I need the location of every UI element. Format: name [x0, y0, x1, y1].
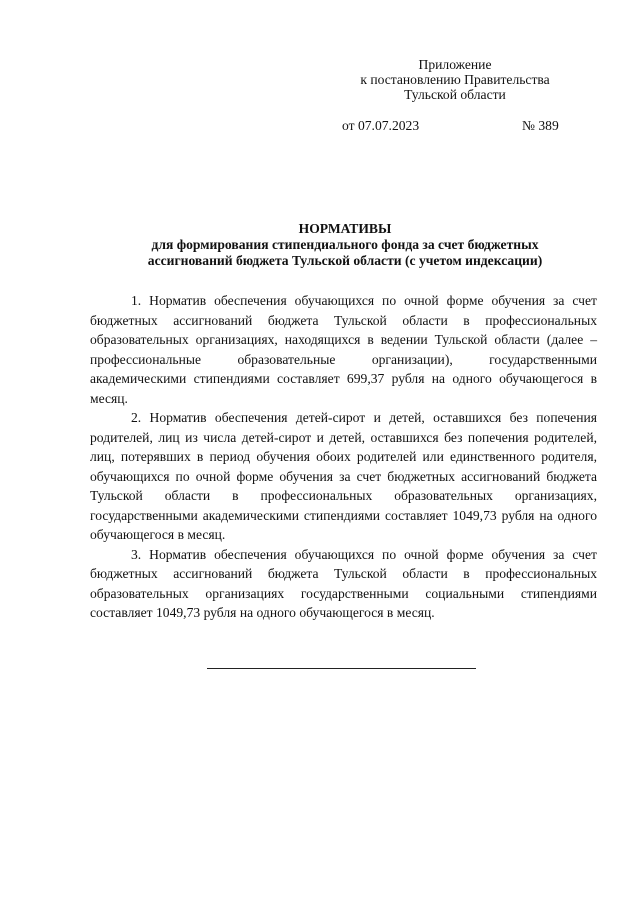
- paragraph-3: 3. Норматив обеспечения обучающихся по очной форме обучения за счет бюджетных ассигнований бюджета Тульской области в профессиональных образовательных организациях государственными социальными стипендиями составляет 1049,73 рубля на одного обучающегося в месяц.: [90, 546, 597, 620]
- resolution-date: от 07.07.2023: [342, 118, 420, 133]
- document-body: [90, 291, 597, 623]
- closing-divider: [207, 668, 476, 669]
- document-title: [95, 221, 595, 269]
- paragraph-1: 1. Норматив обеспечения обучающихся по очной форме обучения за счет бюджетных ассигнований бюджета Тульской области в профессиональных образовательных организациях, находящихся в ведении Тульской области (далее – профессиональные образовательные организации), государственными академическими стипендиями составляет 699,37 рубля на одного обучающегося в месяц.: [90, 293, 597, 406]
- title-subline: для формирования стипендиального фонда за счет бюджетных: [151, 237, 539, 252]
- paragraph-2: 2. Норматив обеспечения детей-сирот и детей, оставшихся без попечения родителей, лиц из числа детей-сирот и детей, оставшихся без попечения родителей, лиц, потерявших в период обучения обоих родителей или единственного родителя, обучающихся по очной форме обучения за счет бюджетных ассигнований бюджета Тульской области в профессиональных образовательных организациях, государственными академическими стипендиями составляет 1049,73 рубля на одного обучающегося в месяц.: [90, 410, 597, 542]
- appendix-line: Тульской области: [404, 87, 506, 102]
- resolution-number: № 389: [522, 118, 559, 133]
- appendix-line: к постановлению Правительства: [360, 72, 550, 87]
- title-subline: ассигнований бюджета Тульской области (с учетом индексации): [147, 253, 543, 268]
- title-heading: НОРМАТИВЫ: [298, 221, 392, 236]
- appendix-line: Приложение: [418, 57, 492, 72]
- appendix-header: [340, 57, 570, 102]
